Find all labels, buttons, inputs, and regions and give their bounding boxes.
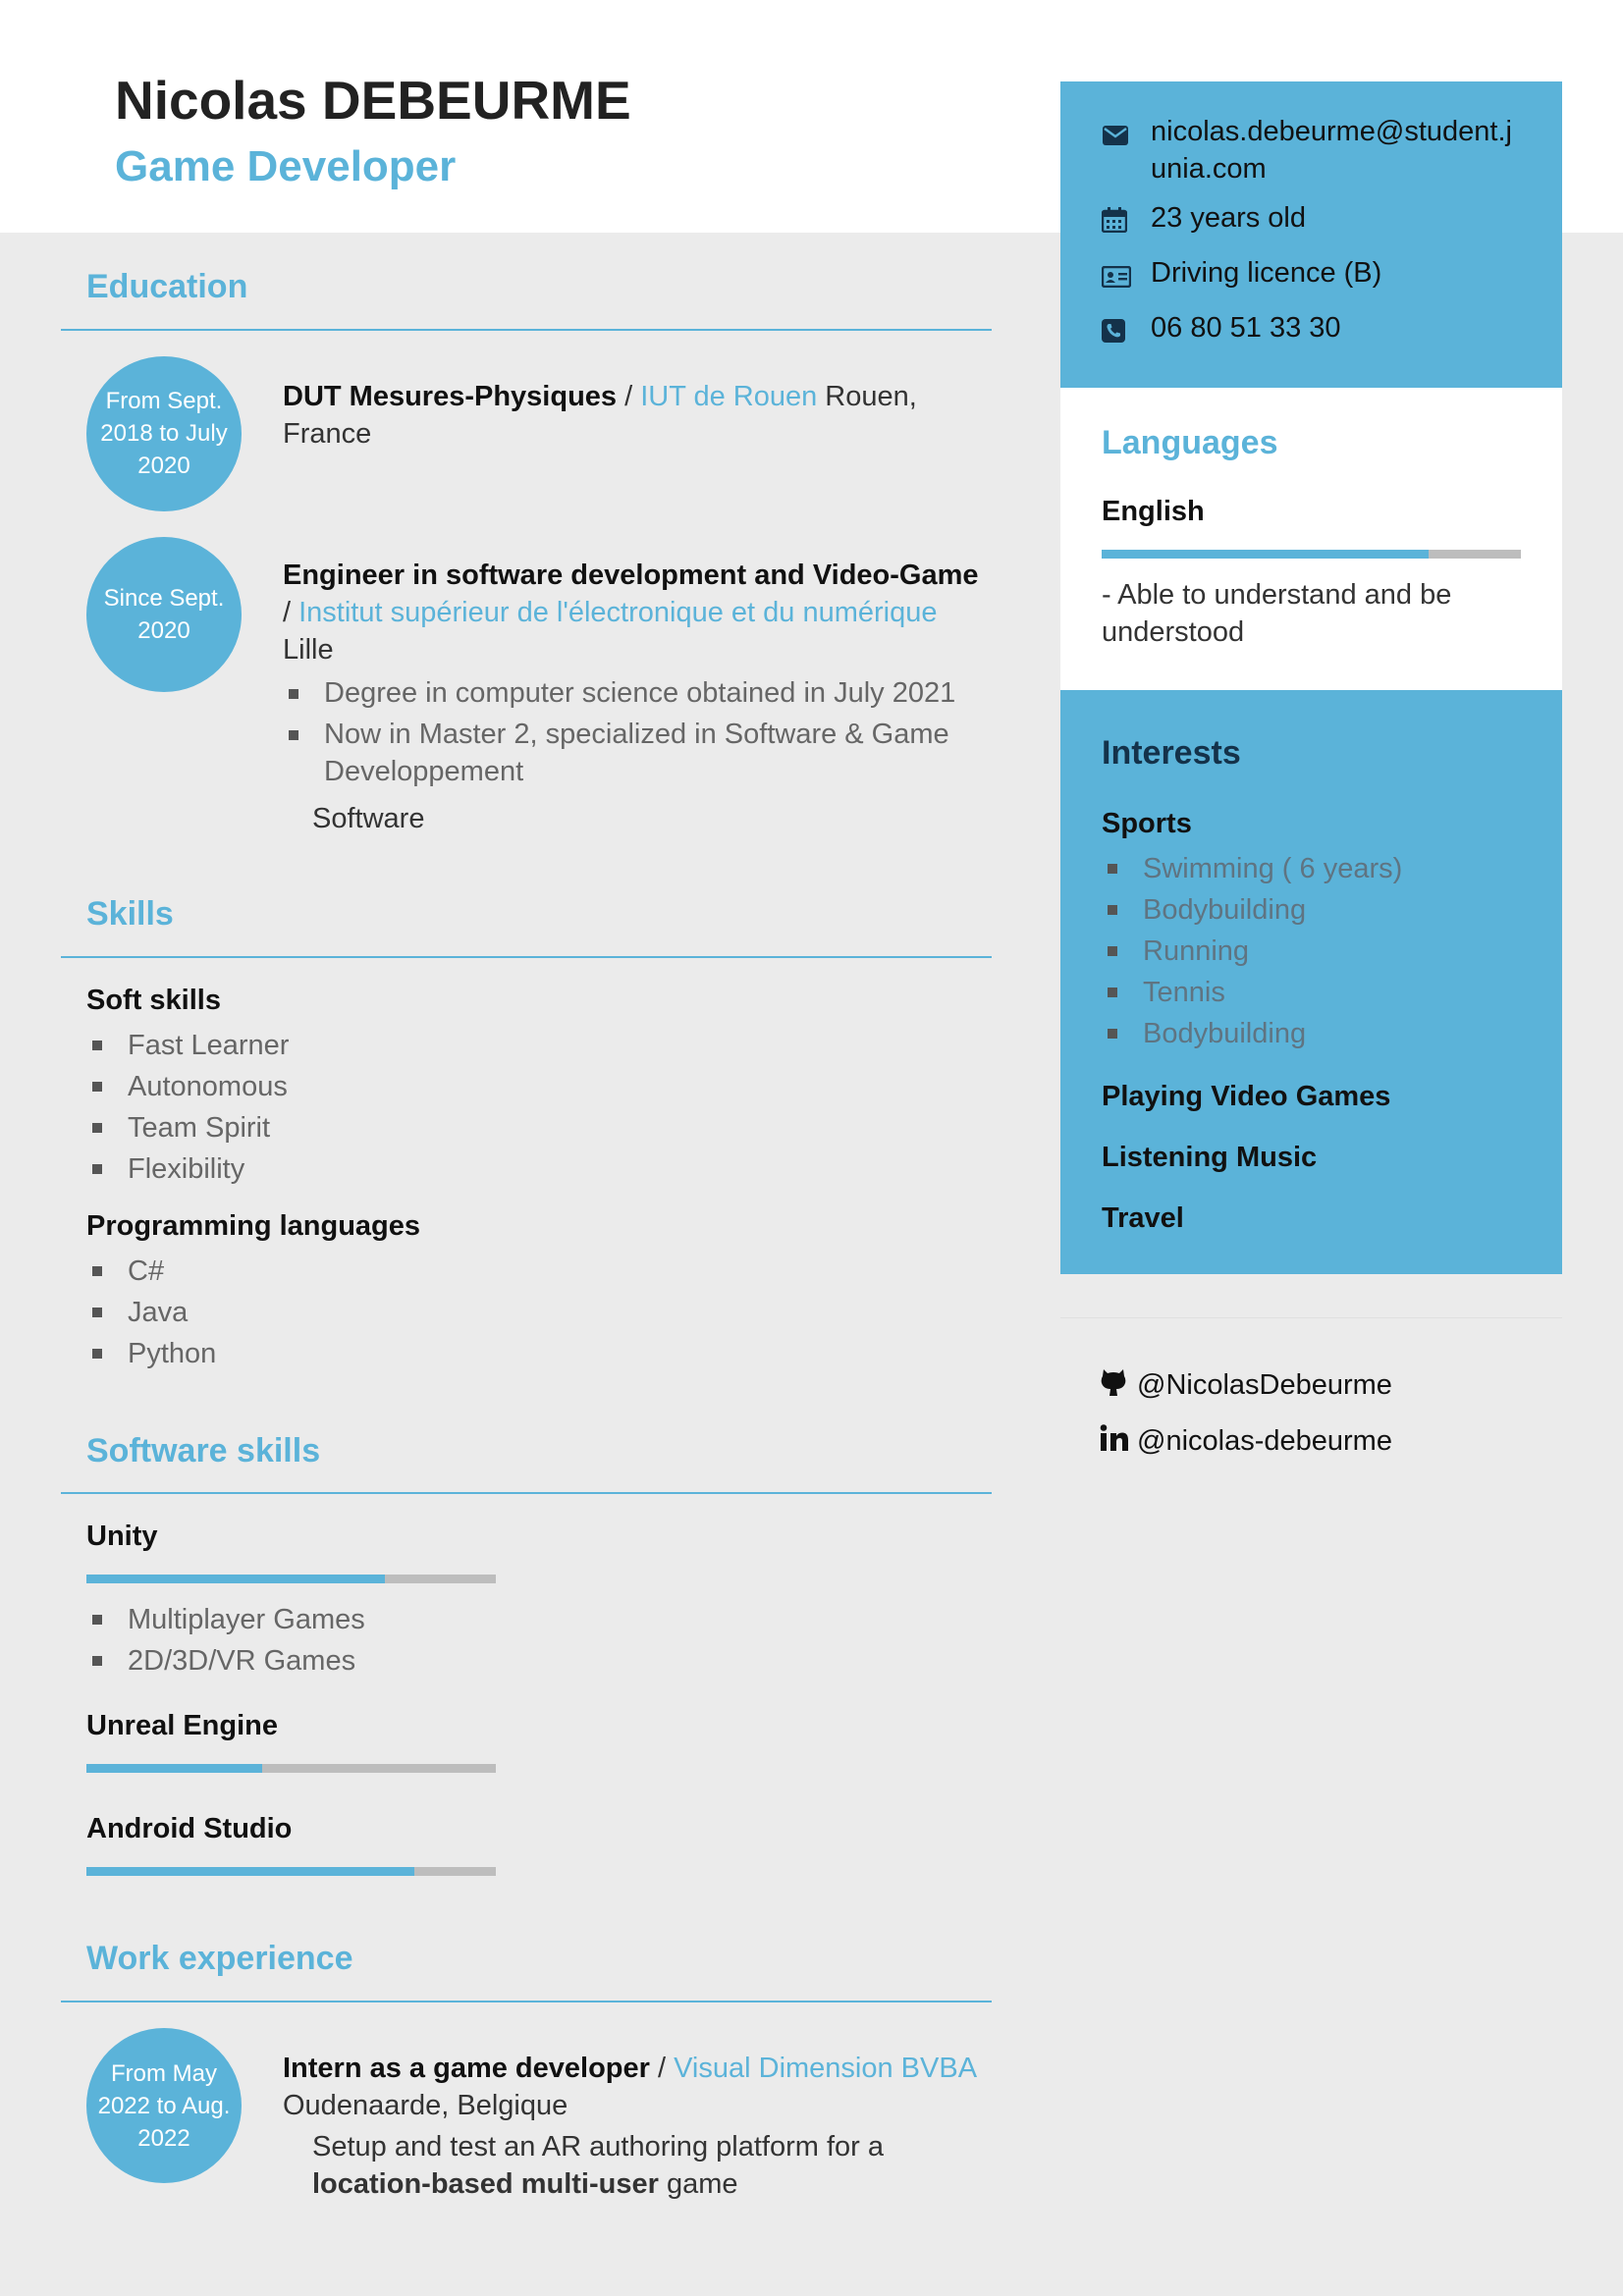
programming-list <box>86 1251 992 1374</box>
language-description: - Able to understand and be understood <box>1102 578 1452 648</box>
work-title: Work experience <box>86 1940 353 1978</box>
list-item: Bodybuilding <box>1102 889 1521 931</box>
soft-skills-title: Soft skills <box>86 984 221 1016</box>
education-item <box>61 356 992 513</box>
skill-level-fill <box>86 1575 385 1583</box>
list-item: Autonomous <box>86 1066 992 1107</box>
linkedin-icon <box>1100 1424 1137 1460</box>
section-divider <box>61 956 992 958</box>
date-bubble: From May 2022 to Aug. 2022 <box>86 2028 242 2183</box>
education-heading <box>283 537 992 668</box>
linkedin-handle: @nicolas-debeurme <box>1137 1425 1392 1458</box>
age-text: 23 years old <box>1151 202 1306 234</box>
school-location: Lille <box>283 633 334 666</box>
contact-phone[interactable] <box>1102 309 1521 352</box>
school-link[interactable]: IUT de Rouen <box>640 380 818 412</box>
language-name: English <box>1102 495 1205 527</box>
contact-age <box>1102 199 1521 242</box>
software-section <box>61 1431 992 1877</box>
work-section <box>61 1939 992 2203</box>
person-name: Nicolas DEBEURME <box>115 70 631 131</box>
software-details <box>86 1599 992 1682</box>
education-extra: Software <box>312 802 425 834</box>
skill-level-bar <box>86 1764 496 1773</box>
school-location: Rouen, France <box>283 380 917 450</box>
github-handle: @NicolasDebeurme <box>1137 1369 1392 1402</box>
social-links <box>1060 1318 1562 1460</box>
separator: / <box>649 2053 675 2085</box>
list-item: Java <box>86 1292 992 1333</box>
sports-title: Sports <box>1102 807 1192 839</box>
list-item: Fast Learner <box>86 1025 992 1066</box>
position-name: Intern as a game developer <box>283 2053 650 2085</box>
software-item <box>61 1810 992 1876</box>
list-item: C# <box>86 1251 992 1292</box>
software-name: Android Studio <box>86 1813 293 1845</box>
interest-item: Travel <box>1102 1201 1184 1234</box>
main-column <box>61 267 992 2203</box>
envelope-icon <box>1102 113 1151 156</box>
software-title: Software skills <box>86 1431 321 1469</box>
school-link[interactable]: Institut supérieur de l'électronique et du numérique <box>298 596 938 628</box>
interest-item: Listening Music <box>1102 1141 1318 1173</box>
list-item: Bodybuilding <box>1102 1013 1521 1054</box>
degree-name: Engineer in software development and Video-Game <box>283 559 979 591</box>
skill-level-fill <box>86 1867 414 1876</box>
work-description <box>283 2128 992 2203</box>
job-title: Game Developer <box>115 142 457 190</box>
languages-panel <box>1060 388 1562 690</box>
work-item <box>61 2028 992 2203</box>
licence-text: Driving licence (B) <box>1151 257 1382 289</box>
skills-section <box>61 894 992 1374</box>
skill-level-bar <box>86 1575 496 1583</box>
interests-title: Interests <box>1102 733 1241 772</box>
software-name: Unity <box>86 1521 158 1553</box>
education-heading <box>283 356 992 453</box>
list-item: Degree in computer science obtained in July 2021 <box>283 674 992 712</box>
education-title: Education <box>86 268 248 305</box>
language-level-fill <box>1102 550 1429 559</box>
list-item: 2D/3D/VR Games <box>86 1640 992 1682</box>
education-details <box>283 674 992 790</box>
education-item <box>61 537 992 837</box>
education-section <box>61 267 992 837</box>
programming-block <box>61 1207 992 1374</box>
company-link[interactable]: Visual Dimension BVBA <box>674 2053 978 2085</box>
list-item: Running <box>1102 931 1521 972</box>
date-bubble: From Sept. 2018 to July 2020 <box>86 356 242 511</box>
list-item: Team Spirit <box>86 1107 992 1148</box>
list-item: Python <box>86 1333 992 1374</box>
desc-text: game <box>658 2168 738 2201</box>
phone-text: 06 80 51 33 30 <box>1151 312 1341 344</box>
desc-text: Setup and test an AR authoring platform for a <box>312 2131 884 2163</box>
list-item: Now in Master 2, specialized in Software & Game Developpement <box>283 716 992 790</box>
section-divider <box>61 329 992 331</box>
id-card-icon <box>1102 254 1151 297</box>
sports-list <box>1102 848 1521 1054</box>
degree-name: DUT Mesures-Physiques <box>283 380 618 412</box>
email-text: nicolas.debeurme@student.junia.com <box>1151 116 1512 185</box>
github-link[interactable] <box>1100 1367 1523 1405</box>
list-item: Multiplayer Games <box>86 1599 992 1640</box>
github-icon <box>1100 1367 1137 1405</box>
list-item: Tennis <box>1102 972 1521 1013</box>
contact-email[interactable] <box>1102 113 1521 187</box>
contact-panel <box>1060 81 1562 388</box>
software-name: Unreal Engine <box>86 1710 278 1742</box>
work-location: Oudenaarde, Belgique <box>283 2090 568 2122</box>
programming-title: Programming languages <box>86 1209 421 1242</box>
desc-bold: location-based multi-user <box>312 2168 659 2201</box>
soft-skills-list <box>86 1025 992 1190</box>
skill-level-bar <box>86 1867 496 1876</box>
interests-panel <box>1060 690 1562 1274</box>
linkedin-link[interactable] <box>1100 1424 1523 1460</box>
sidebar <box>1060 81 1562 1479</box>
interest-item: Playing Video Games <box>1102 1080 1391 1112</box>
date-bubble: Since Sept. 2020 <box>86 537 242 692</box>
skills-title: Skills <box>86 894 174 933</box>
separator: / <box>617 380 641 412</box>
calendar-icon <box>1102 199 1151 242</box>
contact-licence <box>1102 254 1521 297</box>
software-item <box>61 1518 992 1682</box>
skill-level-fill <box>86 1764 262 1773</box>
phone-icon <box>1102 309 1151 352</box>
separator: / <box>283 596 299 628</box>
soft-skills-block <box>61 982 992 1190</box>
section-divider <box>61 1492 992 1494</box>
list-item: Flexibility <box>86 1148 992 1190</box>
language-level-bar <box>1102 550 1521 559</box>
software-item <box>61 1707 992 1773</box>
languages-title: Languages <box>1102 424 1278 461</box>
section-divider <box>61 2001 992 2002</box>
work-heading <box>283 2028 992 2124</box>
list-item: Swimming ( 6 years) <box>1102 848 1521 889</box>
